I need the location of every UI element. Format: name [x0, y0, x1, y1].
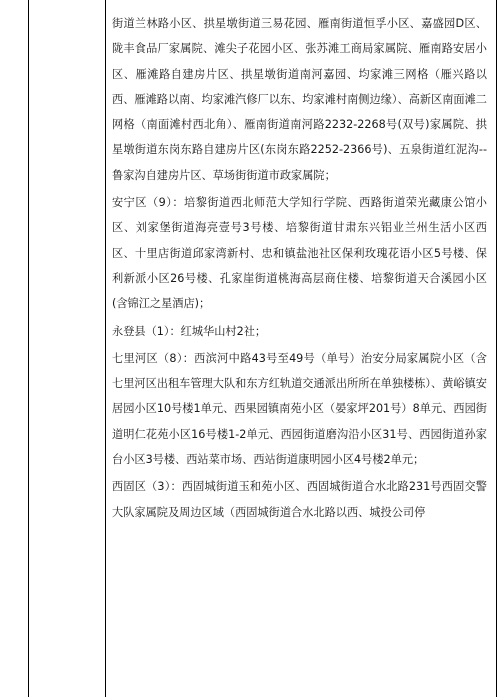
cell-content	[112, 11, 487, 525]
paragraph-chengguan-continued: 街道兰林路小区、拱星墩街道三易花园、雁南街道恒孚小区、嘉盛园D区、陇丰食品厂家属院、滩尖子花园小区、张苏滩工商局家属院、雁南路安居小区、雁滩路自建房片区、拱星墩街道南河嘉园、均家滩三网格（雁兴路以西、雁滩路以南、均家滩汽修厂以东、均家滩村南侧边缘）、高新区南面滩二网格（南面滩村西北角）、雁南街道南河路2232-2268号(双号)家属院、拱星墩街道东岗东路自建房片区(东岗东路2252-2366号)、五泉街道红泥沟--鲁家沟自建房片区、草场街街道市政家属院；	[112, 17, 487, 182]
table	[28, 0, 497, 697]
table-left-column	[29, 0, 105, 697]
paragraph-xigu: 西固区（3）：西固城街道玉和苑小区、西固城街道合水北路231号西固交警大队家属院及周边区域（西固城街道合水北路以西、城投公司停	[112, 480, 487, 519]
paragraph-yongdeng: 永登县（1）：红城华山村2社；	[112, 324, 267, 338]
paragraph-anning: 安宁区（9）：培黎街道西北师范大学知行学院、西路街道荣光藏康公馆小区、刘家堡街道海亮壹号3号楼、培黎街道甘肃东兴铝业兰州生活小区西区、十里店街道邱家湾新村、忠和镇盐池社区保利玫瑰花语小区5号楼、保利新派小区26号楼、孔家崖街道桃海高层商住楼、培黎街道天合溪园小区(含锦江之星酒店)；	[112, 196, 487, 311]
paragraph-qilihe: 七里河区（8）：西滨河中路43号至49号（单号）治安分局家属院小区（含七里河区出租车管理大队和东方红轨道交通派出所所在单独楼栋）、黄峪镇安居园小区10号楼1单元、西果园镇南苑小区（晏家坪201号）8单元、西园街道明仁花苑小区16号楼1-2单元、西园街道磨沟沿小区31号、西园街道孙家台小区3号楼、西站菜市场、西站街道康明园小区4号楼2单元；	[112, 351, 487, 467]
table-right-column	[106, 0, 497, 697]
